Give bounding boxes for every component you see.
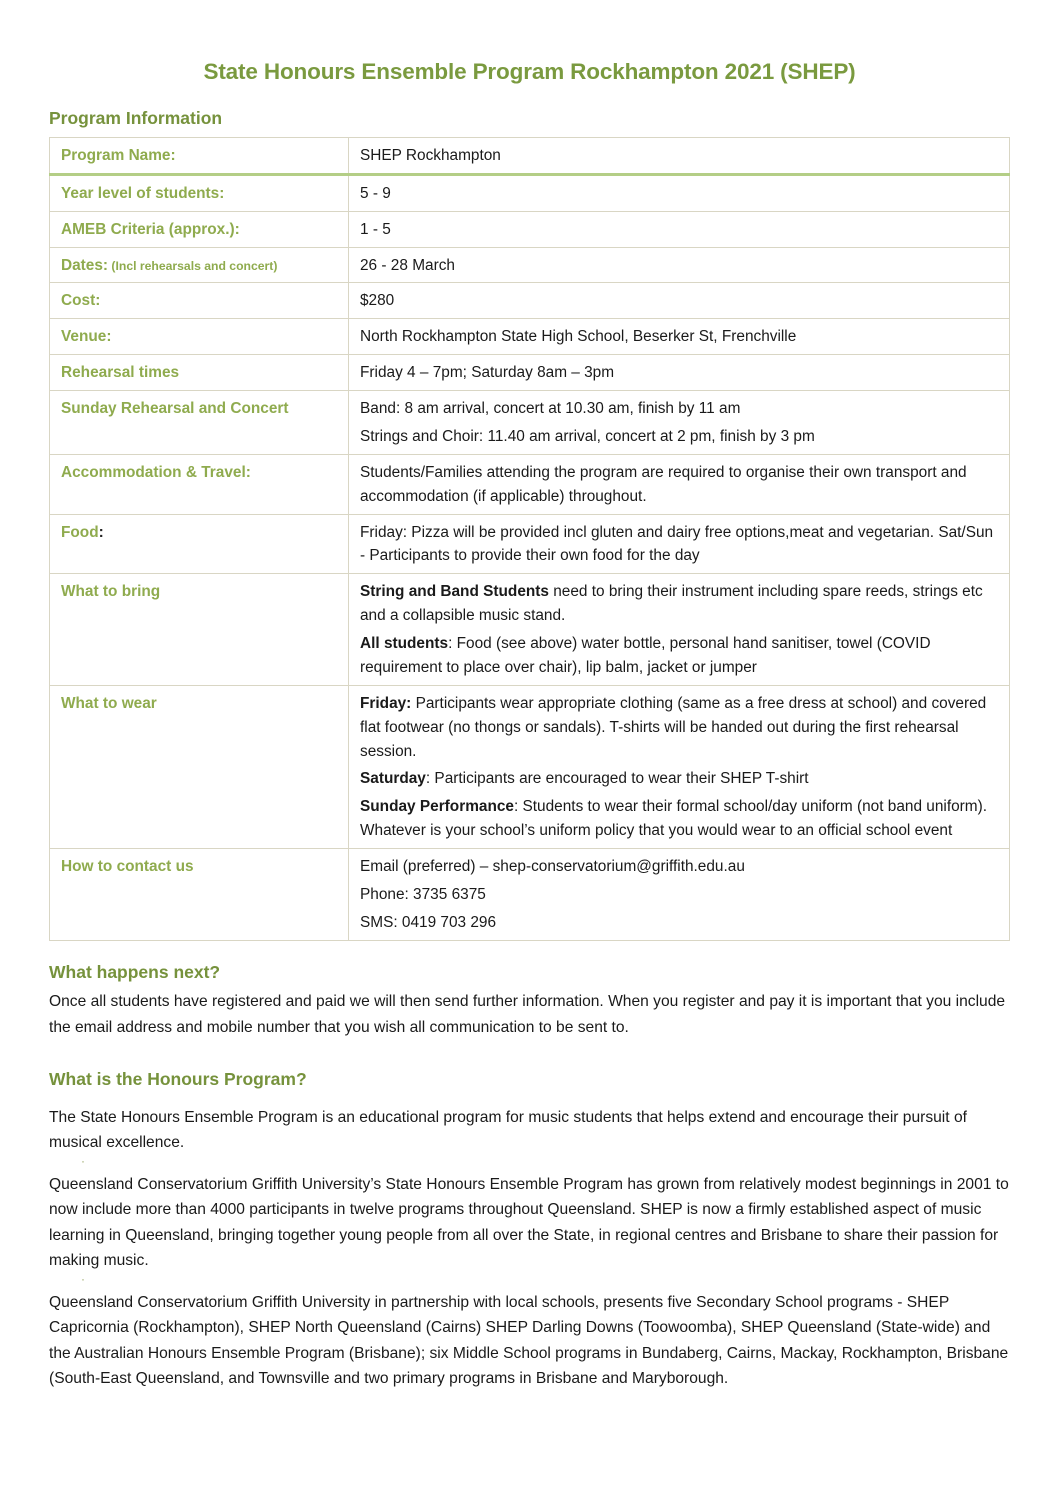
program-information-table [49,137,1010,941]
table-row-label-text: AMEB Criteria (approx.): [61,220,240,238]
table-row [50,391,1010,455]
table-row-value-line: Friday: Participants wear appropriate clothing (same as a free dress at school) and covered flat footwear (no thongs or sandals). T-shirts will be handed out during the first rehearsal session. [360,694,987,760]
table-row-label-text: How to contact us [61,858,194,875]
table-row-label-text: Accommodation & Travel: [61,463,251,481]
table-row [50,849,1010,941]
table-row-value-line: Students/Families attending the program are required to organise their own transport and accommodation (if applicable) throughout. [360,463,967,505]
table-row-label-colon: : [98,523,104,541]
table-row-value-line: Friday: Pizza will be provided incl gluten and dairy free options,meat and vegetarian. Sat/Sun - Participants to provide their own food for the day [360,523,994,565]
honours-program-heading: What is the Honours Program? [49,1068,307,1089]
paragraph-marker-dot-1: · [81,1154,85,1169]
table-row-value-line: Sunday Performance: Students to wear their formal school/day uniform (not band uniform). Whatever is your school’s uniform policy that you would wear to an official school event [360,798,988,840]
table-row-value [349,211,1010,247]
table-row [50,211,1010,247]
table-row-label-text: Year level of students: [61,184,225,202]
table-row-value-line: North Rockhampton State High School, Beserker St, Frenchville [360,328,797,346]
table-row-value [349,514,1010,574]
table-row-label-subtext: (Incl rehearsals and concert) [108,258,278,273]
table-row-value-line: All students: Food (see above) water bottle, personal hand sanitiser, towel (COVID requirement to place over chair), lip balm, jacket or jumper [360,635,931,676]
table-row-value [349,454,1010,514]
table-row-value [349,174,1010,211]
table-row-label-text: Sunday Rehearsal and Concert [61,400,289,417]
table-row [50,319,1010,355]
table-row-label-text: What to bring [61,583,161,601]
table-row-label-text: Food [61,523,99,541]
table-row-value [349,283,1010,319]
table-row-value [349,247,1010,283]
table-row-value-emphasis: All students [360,635,449,652]
table-row-label [50,849,349,941]
paragraph-marker-dot-2: · [81,1272,85,1287]
table-row-value-line: SMS: 0419 703 296 [360,913,497,931]
table-row-value [349,391,1010,455]
table-row [50,247,1010,283]
table-row-value-emphasis: Friday: [360,694,412,712]
table-row-value-line: Saturday: Participants are encouraged to wear their SHEP T-shirt [360,770,809,788]
table-row [50,283,1010,319]
table-row-value [349,849,1010,941]
table-row-label-text: Venue: [61,328,112,346]
table-row-label [50,174,349,211]
honours-paragraph-1: The State Honours Ensemble Program is an educational program for music students that helps extend and encourage their pursuit of musical excellence. [49,1108,967,1151]
table-row-value-line: String and Band Students need to bring their instrument including spare reeds, strings etc and a collapsible music stand. [360,583,983,625]
table-row [50,174,1010,211]
table-row-value-line: Email (preferred) – shep-conservatorium@griffith.edu.au [360,858,745,875]
table-body [50,137,1010,940]
table-row-label [50,319,349,355]
table-row-value-emphasis: String and Band Students [360,583,549,601]
table-row-value [349,685,1010,848]
table-row [50,685,1010,848]
table-row-label [50,283,349,319]
table-row [50,514,1010,574]
table-row [50,137,1010,174]
table-row-label [50,355,349,391]
table-row-label [50,391,349,455]
program-information-heading: Program Information [49,108,223,129]
table-row-label [50,514,349,574]
table-row-label [50,211,349,247]
table-row-value-line: SHEP Rockhampton [360,146,501,164]
table-row-label [50,574,349,686]
table-row-label-text: Program Name: [61,146,176,164]
table-row-label [50,685,349,848]
table-row-label-text: Cost: [61,292,101,310]
table-row-value-emphasis: Sunday Performance [360,798,514,816]
table-row-label-text: Rehearsal times [61,364,180,382]
table-row-label-text: What to wear [61,694,157,712]
table-row-label [50,247,349,283]
table-row-value [349,574,1010,686]
table-row-value-line: 26 - 28 March [360,256,455,274]
what-happens-next-heading: What happens next? [49,961,221,982]
table-row-value-line: 5 - 9 [360,184,391,202]
table-row-value-line: 1 - 5 [360,220,391,238]
table-row [50,574,1010,686]
table-row-value [349,137,1010,174]
table-row-value [349,355,1010,391]
table-row-label-text: Dates: [61,256,109,274]
honours-paragraph-3: Queensland Conservatorium Griffith University in partnership with local schools, presents five Secondary School programs - SHEP Capricornia (Rockhampton), SHEP North Queensland (Cairns) SHEP Darling Downs (Toowoomba), SHEP Queensland (State-wide) and the Australian Honours Ensemble Program (Brisbane); six Middle School programs in Bundaberg, Cairns, Mackay, Rockhampton, Brisbane (South-East Queensland, and Townsville and two primary programs in Brisbane and Maryborough. [49,1294,1009,1387]
table-row-value-line: Phone: 3735 6375 [360,885,486,903]
honours-paragraph-2: Queensland Conservatorium Griffith University’s State Honours Ensemble Program has grown from relatively modest beginnings in 2001 to now include more than 4000 participants in twelve programs throughout Queensland. SHEP is now a firmly established aspect of music learning in Queensland, bringing together young people from all over the State, in regional centres and Brisbane to share their passion for making music. [49,1176,1009,1269]
page-title: State Honours Ensemble Program Rockhampton 2021 (SHEP) [203,59,856,84]
table-row-value-line: $280 [360,292,395,310]
table-row-label [50,454,349,514]
what-happens-next-body: Once all students have registered and paid we will then send further information. When you register and pay it is important that you include the email address and mobile number that you wish all communication to be sent to. [49,993,1006,1036]
table-row-value [349,319,1010,355]
table-row-value-line: Friday 4 – 7pm; Saturday 8am – 3pm [360,364,615,382]
table-row [50,454,1010,514]
table-row-value-emphasis: Saturday [360,770,426,788]
table-row [50,355,1010,391]
table-row-value-line: Strings and Choir: 11.40 am arrival, concert at 2 pm, finish by 3 pm [360,427,815,445]
table-row-label [50,137,349,174]
table-row-value-line: Band: 8 am arrival, concert at 10.30 am, finish by 11 am [360,400,741,417]
